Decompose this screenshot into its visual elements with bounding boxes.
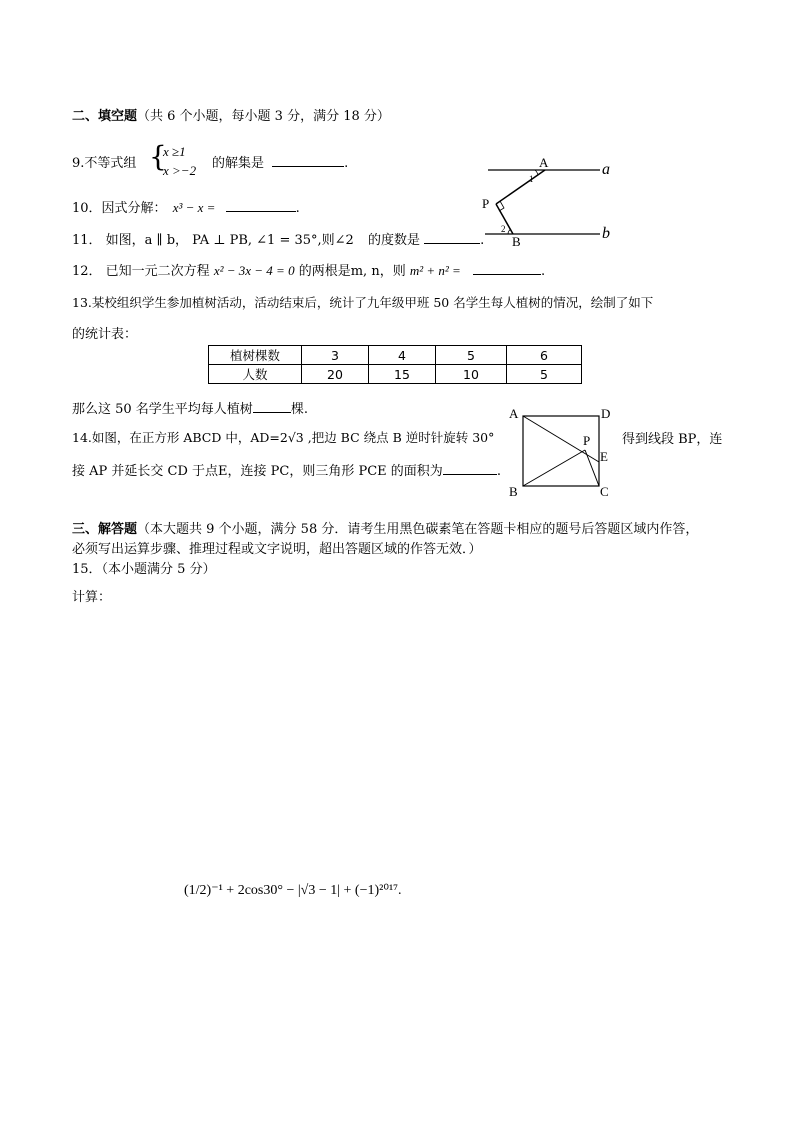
q9-brace: { <box>149 140 167 173</box>
question-11 <box>72 229 484 248</box>
segment-BP <box>523 450 585 486</box>
section2-header <box>72 105 390 124</box>
question-15-prompt: 计算： <box>72 590 112 605</box>
q12-end: . <box>540 264 546 279</box>
q9-inequality-2: x >−2 <box>163 163 197 178</box>
table-cell: 4 <box>369 346 436 365</box>
segment-PC <box>585 450 599 486</box>
question-14-line1-tail: 得到线段 BP，连 <box>622 432 723 447</box>
q9-inequality-1: x ≥1 <box>163 144 186 159</box>
table-row <box>209 346 582 365</box>
q11-text-a: 11． 如图，a ∥ b， PA ⊥ PB, ∠1 = 35°,则∠2 <box>72 233 354 248</box>
q12-expression: m² + n² = <box>409 263 461 278</box>
q9-suffix-text: 的解集是 <box>212 156 265 171</box>
table-cell: 20 <box>302 365 369 384</box>
question-13-line1: 13.某校组织学生参加植树活动，活动结束后，统计了九年级甲班 50 名学生每人植树的情况，绘制了如下 <box>72 295 654 310</box>
table-cell: 10 <box>436 365 507 384</box>
q13-after-text: 那么这 50 名学生平均每人植树 <box>72 402 253 417</box>
q12-answer-blank[interactable] <box>473 262 541 275</box>
label-P: P <box>482 196 490 211</box>
table-cell: 植树棵数 <box>209 346 302 365</box>
q11-text-b: 的度数是 <box>367 233 420 248</box>
section2-title: 二、填空题 <box>72 109 138 124</box>
q10-answer-blank[interactable] <box>226 199 296 212</box>
q13-unit: 棵. <box>290 402 308 417</box>
q14-line2-text: 接 AP 并延长交 CD 于点E，连接 PC，则三角形 PCE 的面积为 <box>72 464 443 479</box>
section3-line1 <box>72 518 698 537</box>
question-13-line2: 的统计表： <box>72 327 138 342</box>
q9-answer-blank[interactable] <box>272 154 344 167</box>
label-C: C <box>600 484 609 499</box>
q14-end: . <box>496 464 501 479</box>
question-14-line1: 14.如图，在正方形 ABCD 中，AD=2√3 ,把边 BC 绕点 B 逆时针旋转 30° <box>72 430 495 445</box>
section3-line1-text: （本大题共 9 个小题，满分 58 分．请考生用黑色碳素笔在答题卡相应的题号后答题区域内作答， <box>137 522 699 537</box>
segment-PA <box>496 170 545 204</box>
section3-line2: 必须写出运算步骤、推理过程或文字说明，超出答题区域的作答无效．） <box>72 542 482 557</box>
label-A: A <box>509 406 519 421</box>
label-angle-1: 1 <box>529 174 534 184</box>
label-A: A <box>539 155 549 170</box>
table-cell: 6 <box>507 346 582 365</box>
label-E: E <box>600 449 608 464</box>
label-a: a <box>602 161 610 178</box>
angle-2-arc <box>508 229 511 234</box>
figure-square <box>505 404 615 499</box>
q11-end: . <box>480 233 485 248</box>
label-B: B <box>512 234 521 247</box>
table-cell: 15 <box>369 365 436 384</box>
square-ABCD <box>523 416 599 486</box>
question-15-header: 15．（本小题满分 5 分） <box>72 562 216 577</box>
question-12 <box>72 260 545 279</box>
q10-expr: x³ − x = <box>172 200 216 215</box>
q11-answer-blank[interactable] <box>424 231 480 244</box>
label-angle-2: 2 <box>501 224 506 234</box>
q10-prefix: 10．因式分解： <box>72 201 167 216</box>
label-P: P <box>583 433 591 448</box>
label-D: D <box>601 406 611 421</box>
q9-end: . <box>344 156 349 171</box>
q12-prefix: 12． 已知一元二次方程 <box>72 264 210 279</box>
q14-answer-blank[interactable] <box>443 462 497 475</box>
q9-prefix: 9.不等式组 <box>72 156 137 171</box>
tree-planting-table <box>208 345 582 384</box>
table-row <box>209 365 582 384</box>
table-cell: 3 <box>302 346 369 365</box>
question-10 <box>72 197 300 216</box>
table-cell: 5 <box>436 346 507 365</box>
label-b: b <box>602 225 610 242</box>
q9-suffix <box>212 152 348 171</box>
table-cell: 5 <box>507 365 582 384</box>
question-15-formula: (1/2)⁻¹ + 2cos30° − |√3 − 1| + (−1)²⁰¹⁷. <box>184 883 402 898</box>
section3-title: 三、解答题 <box>72 522 138 537</box>
q10-end: . <box>295 201 300 216</box>
figure-parallel-lines <box>475 152 625 247</box>
question-14-line2 <box>72 460 501 479</box>
angle-1-arc <box>535 170 538 175</box>
q12-mid: 的两根是m, n，则 <box>298 264 406 279</box>
label-B: B <box>509 484 518 499</box>
section2-note: （共 6 个小题，每小题 3 分，满分 18 分） <box>137 109 390 124</box>
table-cell: 人数 <box>209 365 302 384</box>
q12-equation: x² − 3x − 4 = 0 <box>213 263 295 278</box>
question-9 <box>72 152 136 171</box>
q13-answer-blank[interactable] <box>253 400 291 413</box>
question-13-after <box>72 398 308 417</box>
